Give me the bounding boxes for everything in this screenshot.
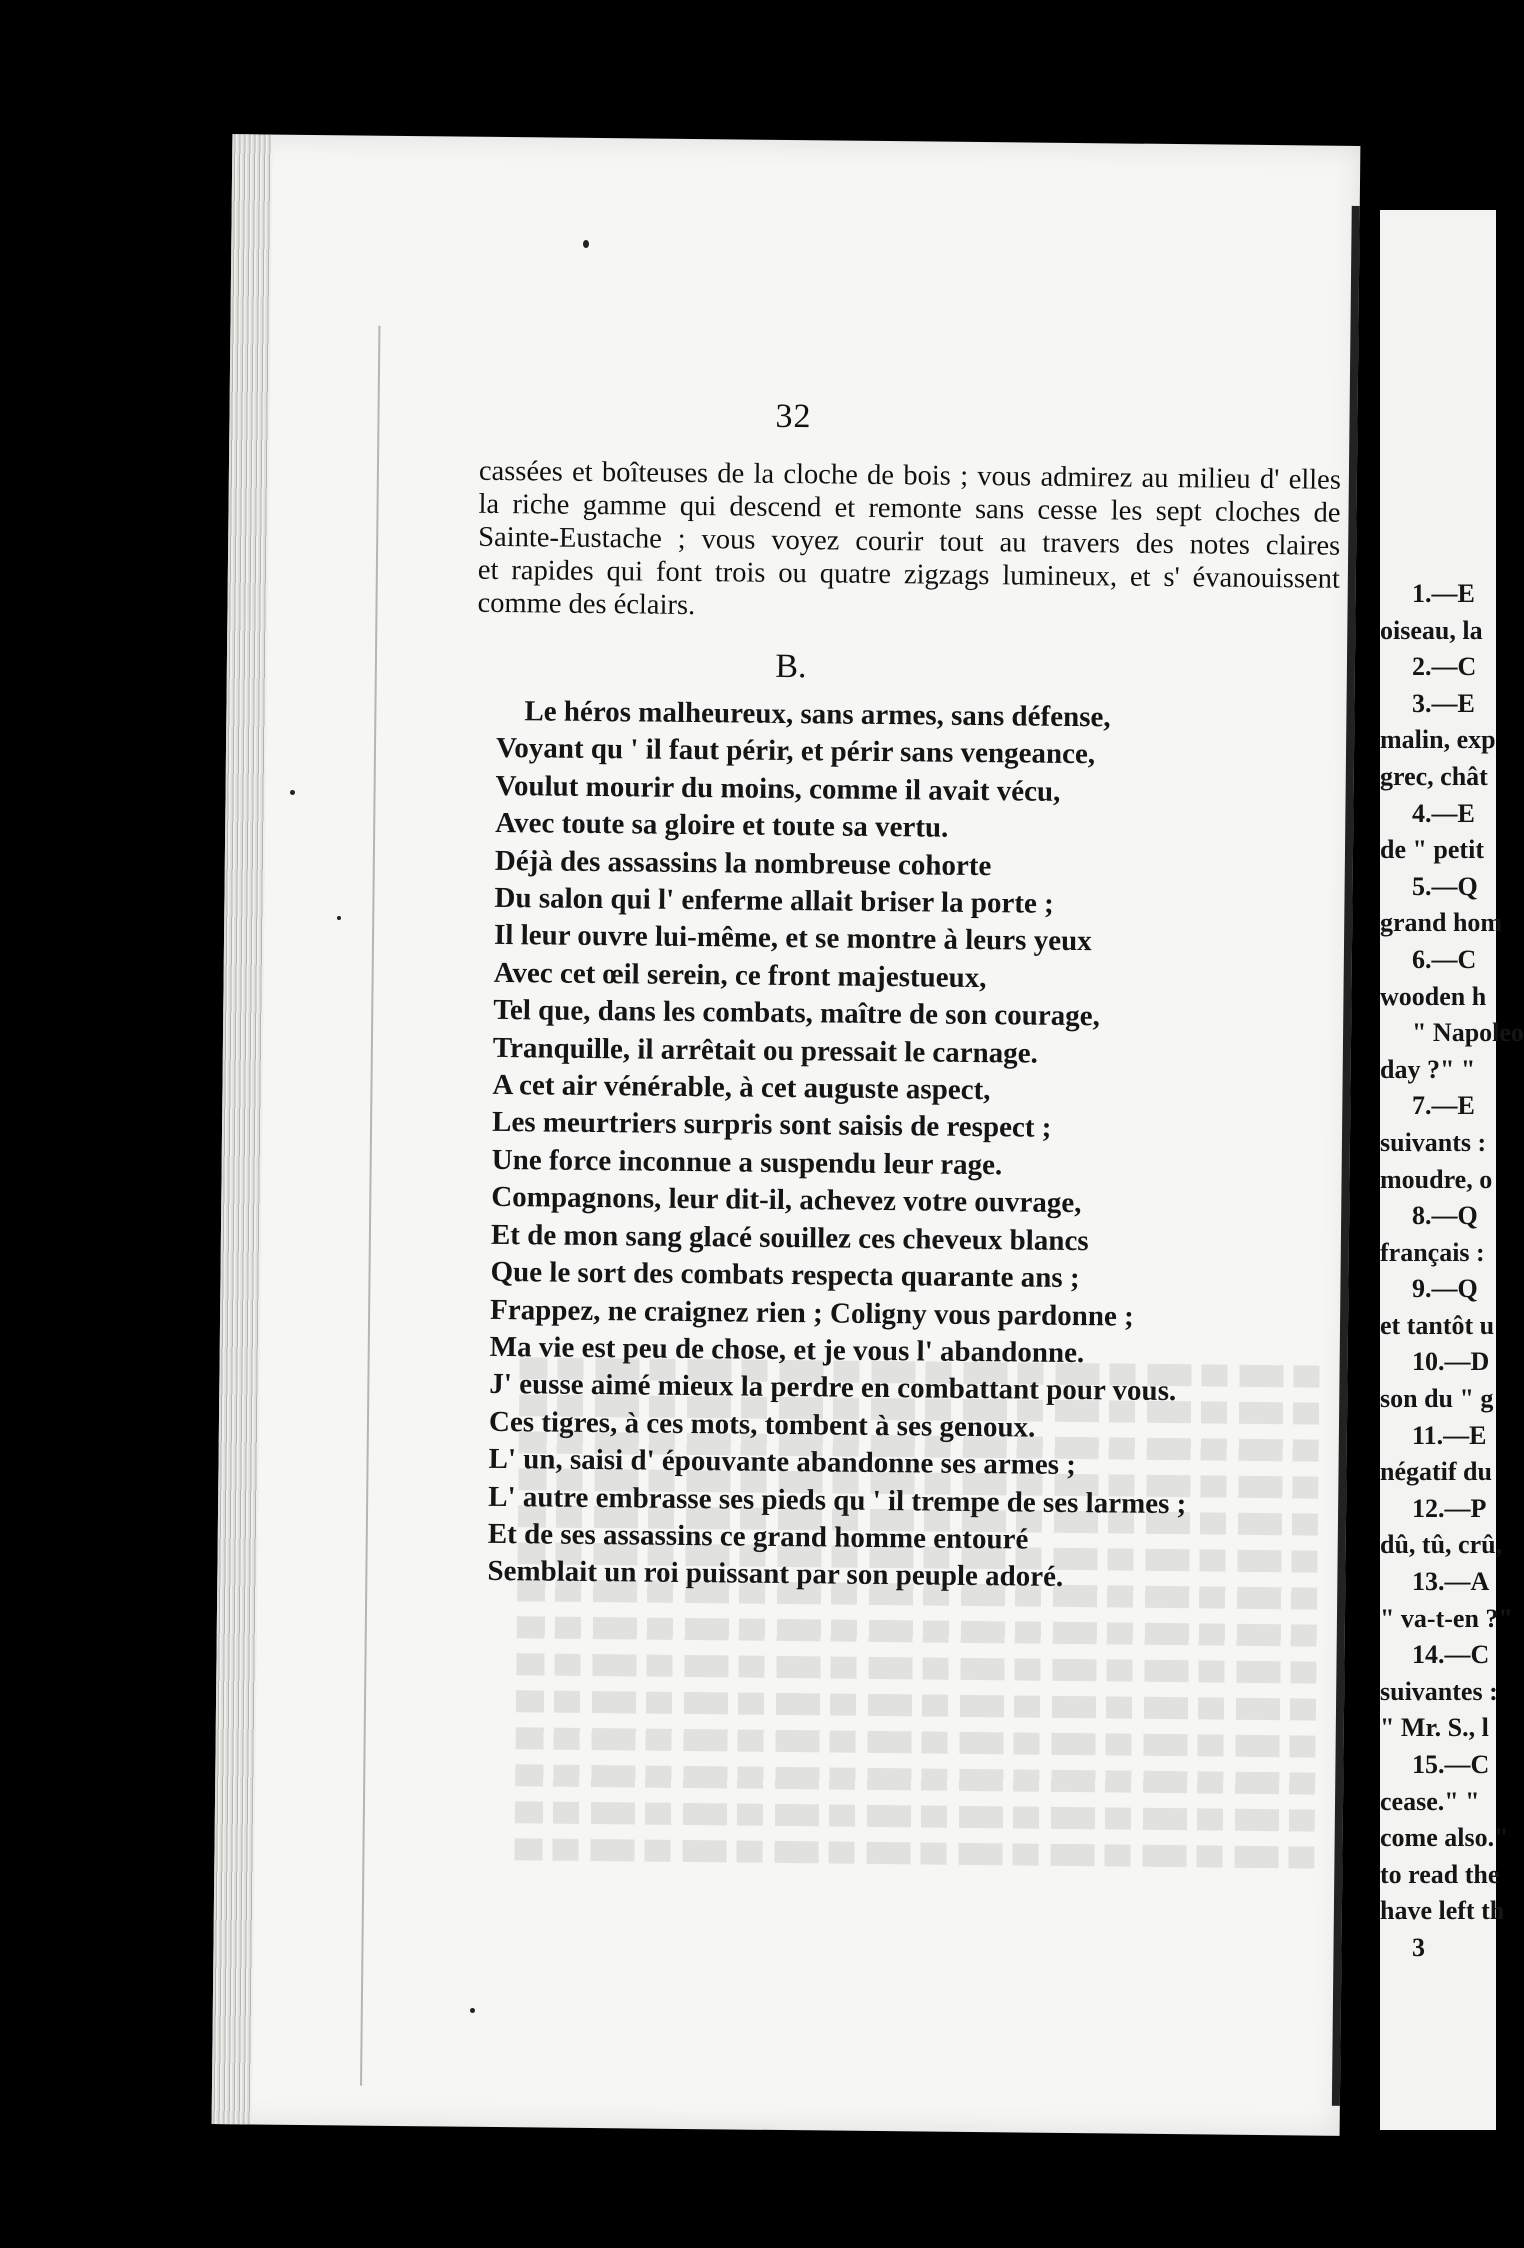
poem-line: L' autre embrasse ses pieds qu ' il trempe de ses larmes ; <box>488 1480 1187 1520</box>
adjacent-page-line: 3 <box>1412 1932 1425 1962</box>
poem-line: Compagnons, leur dit-il, achevez votre ouvrage, <box>491 1181 1082 1220</box>
adjacent-page-line: suivants : <box>1380 1127 1487 1157</box>
prose-line: la riche gamme qui descend et remonte sans cesse les sept cloches de <box>478 488 1341 529</box>
adjacent-page-line: 6.—C <box>1412 944 1477 974</box>
scan-speck <box>470 2008 475 2013</box>
adjacent-page-line: 12.—P <box>1412 1493 1487 1523</box>
adjacent-page-line: dû, tû, crû, <box>1380 1530 1503 1560</box>
adjacent-page-line: 11.—E <box>1412 1420 1487 1450</box>
poem-line: L' un, saisi d' épouvante abandonne ses armes ; <box>488 1443 1077 1482</box>
adjacent-page-line: day ?" " <box>1380 1054 1476 1084</box>
poem-line: Et de ses assassins ce grand homme entouré <box>487 1517 1029 1556</box>
adjacent-page-line: de " petit <box>1380 835 1484 865</box>
adjacent-page <box>1380 210 1524 2130</box>
adjacent-page-line: have left th <box>1380 1896 1505 1926</box>
scanned-page <box>212 134 1361 2136</box>
adjacent-page-line: wooden h <box>1380 981 1487 1011</box>
poem-line: Tel que, dans les combats, maître de son courage, <box>493 994 1101 1033</box>
adjacent-page-line: 3.—E <box>1412 688 1475 718</box>
adjacent-page-line: 5.—Q <box>1412 871 1478 901</box>
adjacent-page-line: 10.—D <box>1412 1347 1490 1377</box>
poem-line: Tranquille, il arrêtait ou pressait le carnage. <box>492 1031 1039 1070</box>
adjacent-page-line: 9.—Q <box>1412 1274 1478 1304</box>
prose-line: comme des éclairs. <box>477 587 696 622</box>
adjacent-page-line: 7.—E <box>1412 1091 1475 1121</box>
scan-speck <box>290 790 295 795</box>
adjacent-page-line: suivantes : <box>1380 1676 1498 1706</box>
poem-line: Et de mon sang glacé souillez ces cheveux blancs <box>490 1218 1089 1257</box>
adjacent-page-line: to read the <box>1380 1859 1500 1889</box>
adjacent-page-line: malin, exp <box>1380 725 1496 755</box>
poem-line: Avec cet œil serein, ce front majestueux, <box>493 956 987 994</box>
poem-line: Avec toute sa gloire et toute sa vertu. <box>495 807 949 844</box>
adjacent-page-line: 13.—A <box>1412 1567 1490 1597</box>
poem-line: Que le sort des combats respecta quarante ans ; <box>490 1256 1080 1295</box>
adjacent-page-line: 2.—C <box>1412 652 1477 682</box>
poem-line: Semblait un roi puissant par son peuple adoré. <box>487 1555 1064 1594</box>
adjacent-page-line: 14.—C <box>1412 1640 1490 1670</box>
poem-line: Déjà des assassins la nombreuse cohorte <box>494 844 992 882</box>
poem-line: J' eusse aimé mieux la perdre en combattant pour vous. <box>489 1368 1177 1408</box>
page-edges <box>212 134 273 2124</box>
adjacent-page-line: " Napoleo <box>1412 1018 1524 1048</box>
adjacent-page-line: grec, chât <box>1380 761 1488 791</box>
prose-line: et rapides qui font trois ou quatre zigzags lumineux, et s' évanouissent <box>477 554 1341 595</box>
poem-line: Ma vie est peu de chose, et je vous l' abandonne. <box>489 1330 1085 1370</box>
scan-speck <box>583 240 589 248</box>
adjacent-page-text <box>1380 576 1524 1967</box>
adjacent-page-line: 4.—E <box>1412 798 1475 828</box>
poem-line: Ces tigres, à ces mots, tombent à ses genoux. <box>488 1405 1036 1444</box>
prose-line: Sainte-Eustache ; vous voyez courir tout au travers des notes claires <box>478 521 1341 562</box>
adjacent-page-line: négatif du <box>1380 1457 1492 1487</box>
poem-line: Les meurtriers surpris sont saisis de respect ; <box>491 1106 1052 1145</box>
page-number: 32 <box>775 397 812 436</box>
scan-speck <box>337 916 341 920</box>
poem-line: A cet air vénérable, à cet auguste aspect, <box>492 1068 991 1107</box>
poem-line: Voyant qu ' il faut périr, et périr sans vengeance, <box>495 732 1096 771</box>
reverse-side-show-through <box>514 1357 1320 1925</box>
adjacent-page-line: 8.—Q <box>1412 1201 1478 1231</box>
poem-line: Une force inconnue a suspendu leur rage. <box>491 1143 1003 1182</box>
adjacent-page-line: français : <box>1380 1237 1485 1267</box>
adjacent-page-line: moudre, o <box>1380 1164 1493 1194</box>
adjacent-page-line: oiseau, la <box>1380 615 1483 645</box>
adjacent-page-line: 15.—C <box>1412 1750 1490 1779</box>
prose-line: cassées et boîteuses de la cloche de bois ; vous admirez au milieu d' elles <box>478 455 1342 496</box>
binding-line <box>360 326 380 2086</box>
poem-line: Il leur ouvre lui-même, et se montre à leurs yeux <box>493 919 1092 958</box>
adjacent-page-line: come also." <box>1380 1823 1509 1853</box>
poem-line: Voulut mourir du moins, comme il avait vécu, <box>495 769 1061 808</box>
adjacent-page-line: son du " g <box>1380 1384 1494 1414</box>
prose-paragraph <box>477 455 1341 629</box>
adjacent-page-line: " Mr. S., l <box>1380 1713 1489 1743</box>
adjacent-page-line: et tantôt u <box>1380 1310 1495 1340</box>
adjacent-page-line: grand hom <box>1380 908 1503 938</box>
poem-line: Le héros malheureux, sans armes, sans défense, <box>524 695 1111 734</box>
adjacent-page-line: cease." " <box>1380 1786 1480 1816</box>
section-heading: B. <box>775 647 807 686</box>
poem-line: Du salon qui l' enferme allait briser la porte ; <box>494 881 1054 920</box>
adjacent-page-line: 1.—E <box>1412 579 1475 608</box>
poem-line: Frappez, ne craignez rien ; Coligny vous pardonne ; <box>489 1293 1134 1333</box>
adjacent-page-line: " va-t-en ?" <box>1380 1603 1513 1633</box>
